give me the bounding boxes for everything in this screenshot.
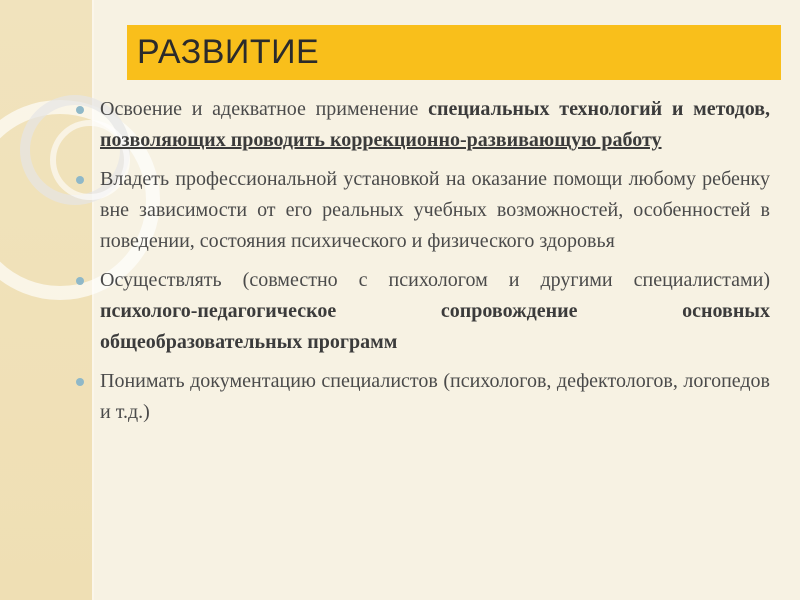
list-item [100, 164, 770, 257]
bullet-text: Осуществлять (совместно с психологом и другими специалистами) [100, 269, 770, 291]
bullet-text-bold: специальных технологий и методов, [428, 98, 770, 120]
decorative-side-band [0, 0, 92, 600]
decorative-divider [92, 0, 94, 600]
bullet-text: Освоение и адекватное применение [100, 98, 429, 120]
bullet-text-bold: психолого-педагогическое сопровождение основных общеобразовательных программ [100, 300, 770, 353]
bullet-dot-icon [76, 378, 84, 386]
bullet-text-bold-underline: позволяющих проводить коррекционно-развивающую работу [100, 129, 662, 151]
bullet-dot-icon [76, 106, 84, 114]
bullet-dot-icon [76, 176, 84, 184]
list-item [100, 366, 770, 428]
slide-title: РАЗВИТИЕ [137, 33, 320, 71]
list-item [100, 265, 770, 358]
title-bar [127, 25, 781, 80]
list-item [100, 94, 770, 156]
bullet-text: Понимать документацию специалистов (психологов, дефектологов, логопедов и т.д.) [100, 370, 770, 423]
bullet-dot-icon [76, 277, 84, 285]
bullet-list [100, 94, 770, 436]
bullet-text: Владеть профессиональной установкой на оказание помощи любому ребенку вне зависимости от его реальных учебных возможностей, особенностей в поведении, состояния психического и физического здоровья [100, 168, 770, 252]
